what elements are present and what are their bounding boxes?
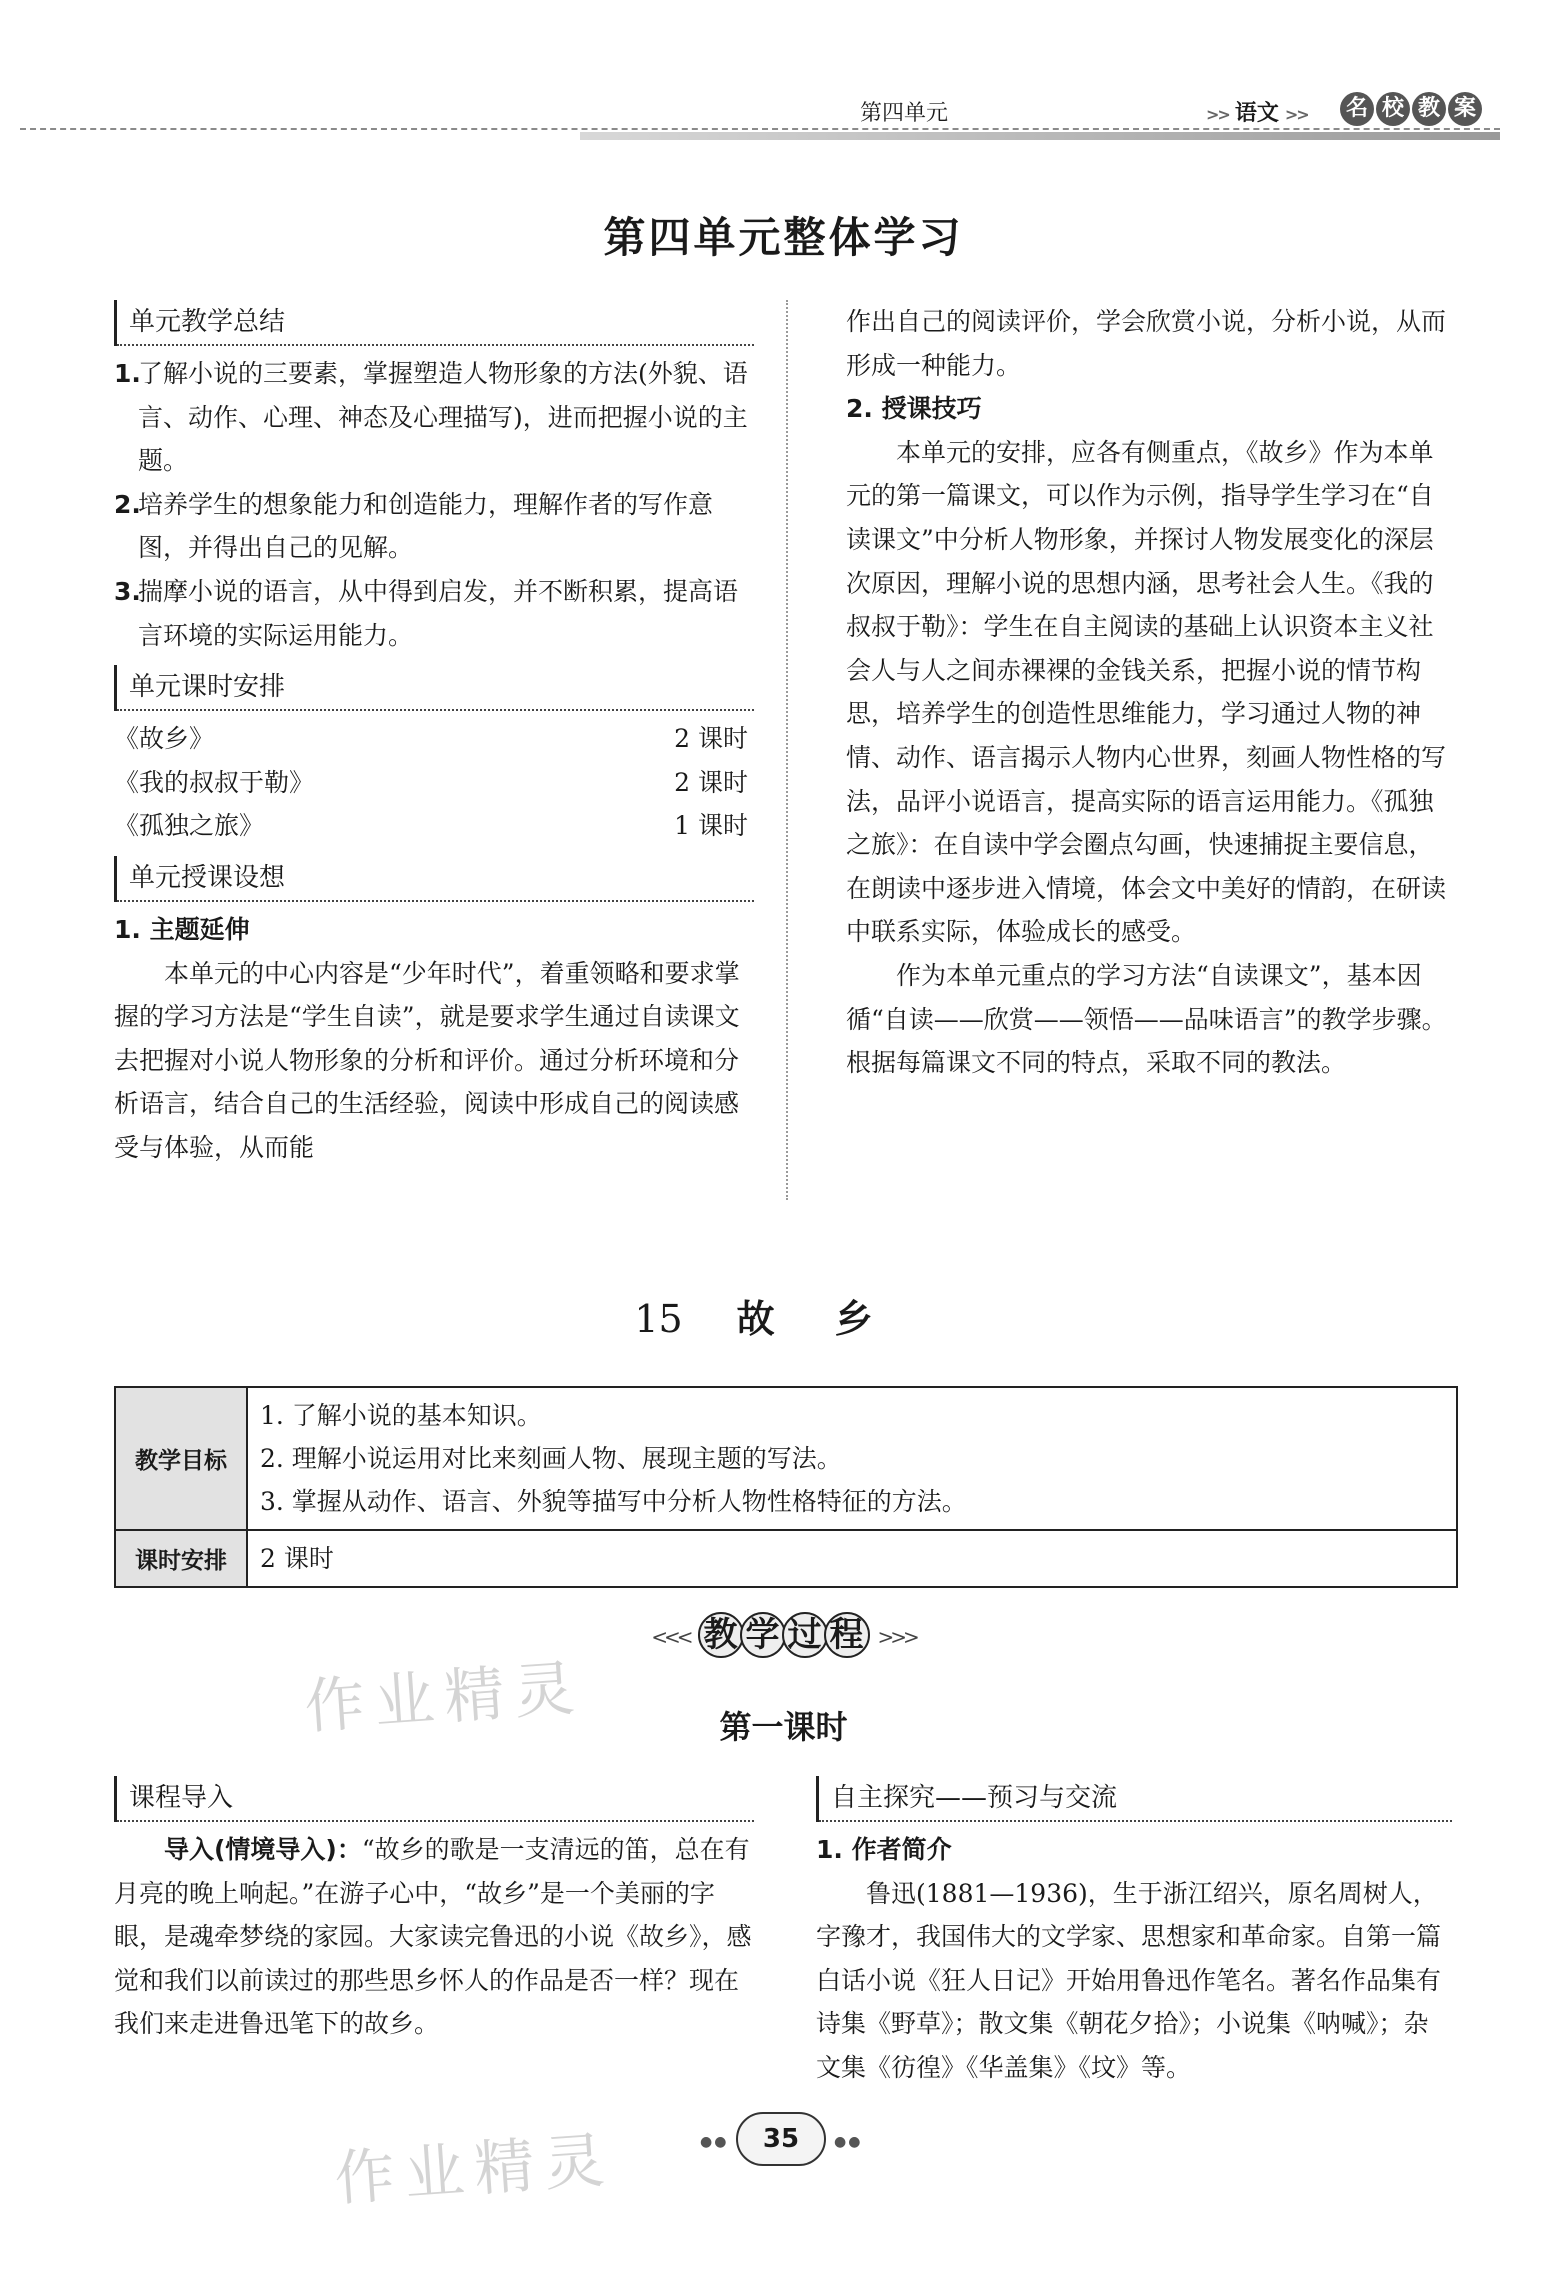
page-number: 35 bbox=[736, 2112, 826, 2166]
schedule-row bbox=[114, 761, 754, 805]
hours-label: 课时安排 bbox=[115, 1530, 247, 1587]
goal-item: 3. 掌握从动作、语言、外貌等描写中分析人物性格特征的方法。 bbox=[260, 1487, 967, 1516]
summary-item bbox=[114, 352, 754, 483]
header-badge bbox=[1340, 92, 1482, 126]
header-unit: 第四单元 bbox=[860, 101, 949, 126]
section-heading-explore: 自主探究——预习与交流 bbox=[816, 1776, 1452, 1822]
badge-char: 名 bbox=[1340, 92, 1374, 126]
schedule-row bbox=[114, 804, 754, 848]
dots-decoration: ●● bbox=[700, 2134, 729, 2150]
skill-paragraph: 本单元的安排，应各有侧重点，《故乡》作为本单元的第一篇课文，可以作为示例，指导学生学习在“自读课文”中分析人物形象，并探讨人物发展变化的深层次原因，理解小说的思想内涵，思考社会人生。《我的叔叔于勒》：学生在自主阅读的基础上认识资本主义社会人与人之间赤裸裸的金钱关系，把握小说的情节构思，培养学生的创造性思维能力，学习通过人物的神情、动作、语言揭示人物内心世界，刻画人物性格的写法，品评小说语言，提高实际的语言运用能力。《孤独之旅》：在自读中学会圈点勾画，快速捕捉主要信息，在朗读中逐步进入情境，体会文中美好的情韵，在研读中联系实际，体验成长的感受。 bbox=[846, 437, 1447, 947]
schedule-row bbox=[114, 717, 754, 761]
goals-content bbox=[247, 1387, 1457, 1530]
explore-column bbox=[816, 1776, 1452, 2090]
left-column bbox=[114, 300, 754, 1170]
goals-label: 教学目标 bbox=[115, 1387, 247, 1530]
double-arrow-icon: >> bbox=[1206, 105, 1229, 124]
header-subject-label: 语文 bbox=[1234, 101, 1279, 126]
item-text: 了解小说的三要素，掌握塑造人物形象的方法(外貌、语言、动作、心理、神态及心理描写)，进而把握小说的主题。 bbox=[138, 359, 748, 476]
schedule-title: 《孤独之旅》 bbox=[114, 811, 265, 841]
header-bar bbox=[580, 132, 1500, 140]
process-banner bbox=[0, 1612, 1567, 1658]
lesson-number: 15 bbox=[634, 1297, 683, 1341]
goals-row bbox=[115, 1387, 1457, 1530]
theme-heading: 1. 主题延伸 bbox=[114, 914, 250, 944]
column-divider bbox=[786, 300, 788, 1200]
process-char: 程 bbox=[824, 1612, 870, 1658]
intro-column bbox=[114, 1776, 754, 2046]
double-arrow-icon: >> bbox=[1284, 105, 1308, 124]
process-char: 教 bbox=[698, 1612, 744, 1658]
dots-decoration: ●● bbox=[834, 2134, 863, 2150]
schedule-hours: 1 课时 bbox=[674, 811, 748, 841]
watermark: 作业精灵 bbox=[302, 1653, 587, 1743]
hours-row bbox=[115, 1530, 1457, 1587]
hours-value: 2 课时 bbox=[247, 1530, 1457, 1587]
section-heading-schedule: 单元课时安排 bbox=[114, 665, 754, 711]
header-subject bbox=[1200, 96, 1314, 127]
page-title: 第四单元整体学习 bbox=[603, 213, 964, 262]
item-text: 揣摩小说的语言，从中得到启发，并不断积累，提高语言环境的实际运用能力。 bbox=[138, 576, 739, 650]
intro-lead: 导入(情境导入)： bbox=[164, 1835, 362, 1864]
badge-char: 案 bbox=[1448, 92, 1482, 126]
goal-item: 2. 理解小说运用对比来刻画人物、展现主题的写法。 bbox=[260, 1444, 842, 1473]
header-rule bbox=[20, 128, 1500, 130]
item-number: 2. bbox=[114, 489, 141, 519]
period-title: 第一课时 bbox=[719, 1708, 848, 1746]
author-heading: 1. 作者简介 bbox=[816, 1835, 952, 1864]
section-heading-design: 单元授课设想 bbox=[114, 856, 754, 902]
skill-paragraph: 作为本单元重点的学习方法“自读课文”，基本因循“自读——欣赏——领悟——品味语言”的教学步骤。根据每篇课文不同的特点，采取不同的教法。 bbox=[846, 960, 1447, 1078]
schedule-title: 《故乡》 bbox=[114, 724, 215, 754]
summary-item bbox=[114, 483, 754, 570]
summary-item bbox=[114, 570, 754, 657]
triple-arrow-right-icon: >>> bbox=[877, 1624, 916, 1649]
intro-body: “故乡的歌是一支清远的笛，总在有月亮的晚上响起。”在游子心中，“故乡”是一个美丽的字眼，是魂牵梦绕的家园。大家读完鲁迅的小说《故乡》，感觉和我们以前读过的那些思乡怀人的作品是否一样？现在我们来走进鲁迅笔下的故乡。 bbox=[114, 1835, 752, 2039]
goals-table bbox=[114, 1386, 1458, 1588]
item-text: 培养学生的想象能力和创造能力，理解作者的写作意图，并得出自己的见解。 bbox=[138, 489, 714, 563]
triple-arrow-left-icon: <<< bbox=[651, 1624, 690, 1649]
theme-text: 本单元的中心内容是“少年时代”，着重领略和要求掌握的学习方法是“学生自读”，就是要求学生通过自读课文去把握对小说人物形象的分析和评价。通过分析环境和分析语言，结合自己的生活经验，阅读中形成自己的阅读感受与体验，从而能 bbox=[114, 958, 740, 1162]
lesson-name: 故乡 bbox=[736, 1297, 933, 1341]
theme-text-continued: 作出自己的阅读评价，学会欣赏小说，分析小说，从而形成一种能力。 bbox=[846, 307, 1447, 380]
badge-char: 校 bbox=[1376, 92, 1410, 126]
skill-heading: 2. 授课技巧 bbox=[846, 394, 982, 424]
schedule-hours: 2 课时 bbox=[674, 767, 748, 797]
item-number: 1. bbox=[114, 359, 141, 388]
intro-text bbox=[114, 1828, 754, 2046]
watermark: 作业精灵 bbox=[332, 2125, 617, 2215]
goal-item: 1. 了解小说的基本知识。 bbox=[260, 1401, 542, 1430]
schedule-hours: 2 课时 bbox=[674, 724, 748, 754]
process-char: 过 bbox=[782, 1612, 828, 1658]
section-heading-intro: 课程导入 bbox=[114, 1776, 754, 1822]
item-number: 3. bbox=[114, 576, 141, 606]
lesson-title bbox=[0, 1288, 1567, 1343]
process-char: 学 bbox=[740, 1612, 786, 1658]
right-column bbox=[846, 300, 1452, 1085]
badge-char: 教 bbox=[1412, 92, 1446, 126]
schedule-title: 《我的叔叔于勒》 bbox=[114, 767, 315, 797]
section-heading-summary: 单元教学总结 bbox=[114, 300, 754, 346]
author-text: 鲁迅(1881—1936)，生于浙江绍兴，原名周树人，字豫才，我国伟大的文学家、思想家和革命家。自第一篇白话小说《狂人日记》开始用鲁迅作笔名。著名作品集有诗集《野草》；散文集《朝花夕拾》；小说集《呐喊》；杂文集《彷徨》《华盖集》《坟》等。 bbox=[816, 1878, 1442, 2082]
